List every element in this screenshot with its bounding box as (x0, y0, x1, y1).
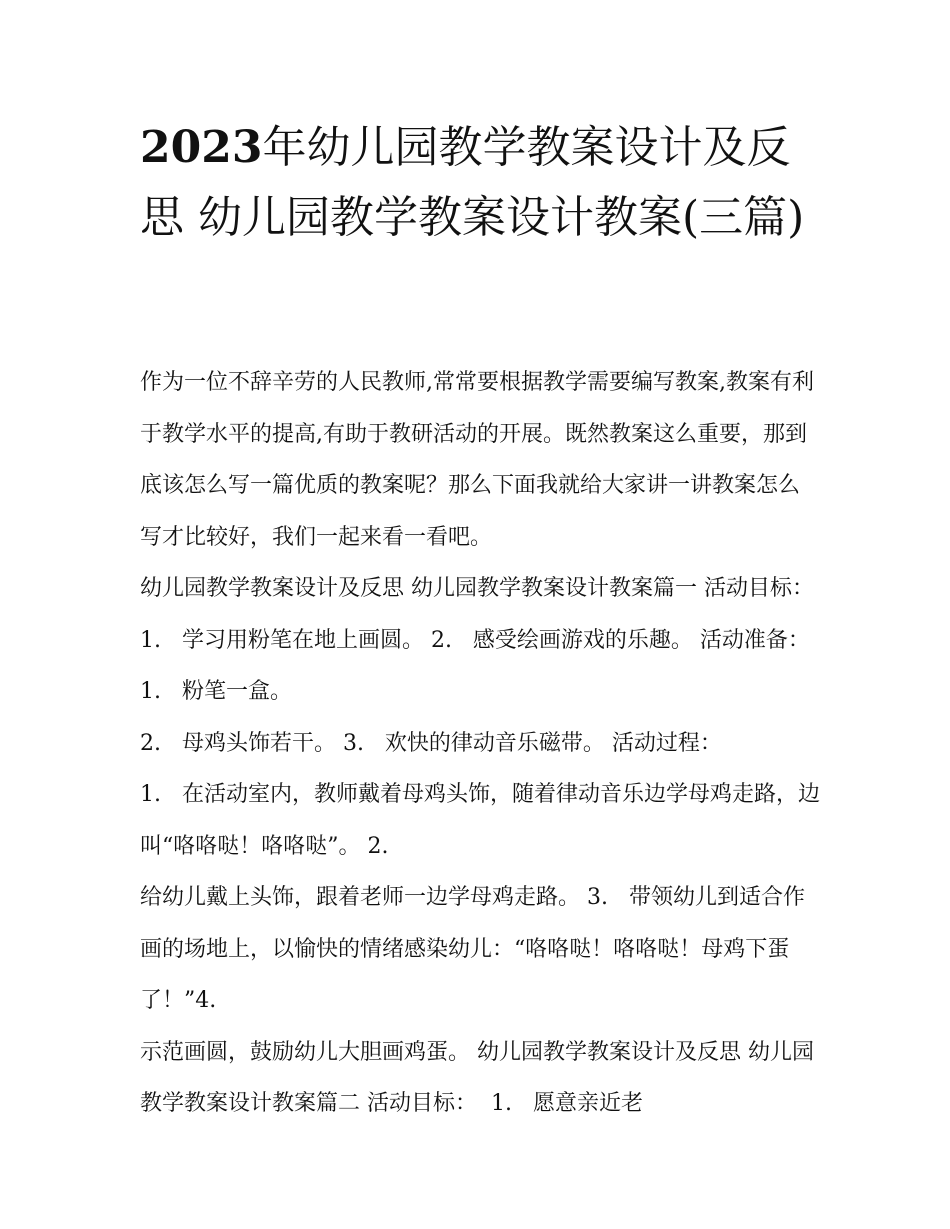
paragraph-intro: 作为一位不辞辛劳的人民教师,常常要根据教学需要编写教案,教案有利于教学水平的提高,有助于教研活动的开展。既然教案这么重要，那到底该怎么写一篇优质的教案呢？那么下面我就给大家讲一讲教案怎么写才比较好，我们一起来看一看吧。 (140, 370, 814, 550)
paragraph-process-step-1: 1. 在活动室内，教师戴着母鸡头饰，随着律动音乐边学母鸡走路，边叫“咯咯哒！咯咯哒”。 2. (140, 782, 820, 859)
paragraph-process-step-2-3: 给幼儿戴上头饰，跟着老师一边学母鸡走路。 3. 带领幼儿到适合作画的场地上，以愉快的情绪感染幼儿：“咯咯哒！咯咯哒！母鸡下蛋了！”4. (140, 885, 805, 1013)
title-text: 年幼儿园教学教案设计及反思 幼儿园教学教案设计教案(三篇) (140, 122, 805, 243)
document-body (140, 357, 828, 1130)
paragraph-materials: 2. 母鸡头饰若干。 3. 欢快的律动音乐磁带。 活动过程： (140, 730, 722, 756)
paragraph-lesson-two-start: 示范画圆，鼓励幼儿大胆画鸡蛋。 幼儿园教学教案设计及反思 幼儿园教学教案设计教案篇二 活动目标： 1. 愿意亲近老 (140, 1039, 814, 1116)
title-year: 2023 (140, 122, 263, 173)
document-title (140, 113, 820, 253)
paragraph-lesson-one-goals: 幼儿园教学教案设计及反思 幼儿园教学教案设计教案篇一 活动目标： 1. 学习用粉笔在地上画圆。 2. 感受绘画游戏的乐趣。 活动准备： 1. 粉笔一盒。 (140, 576, 828, 704)
